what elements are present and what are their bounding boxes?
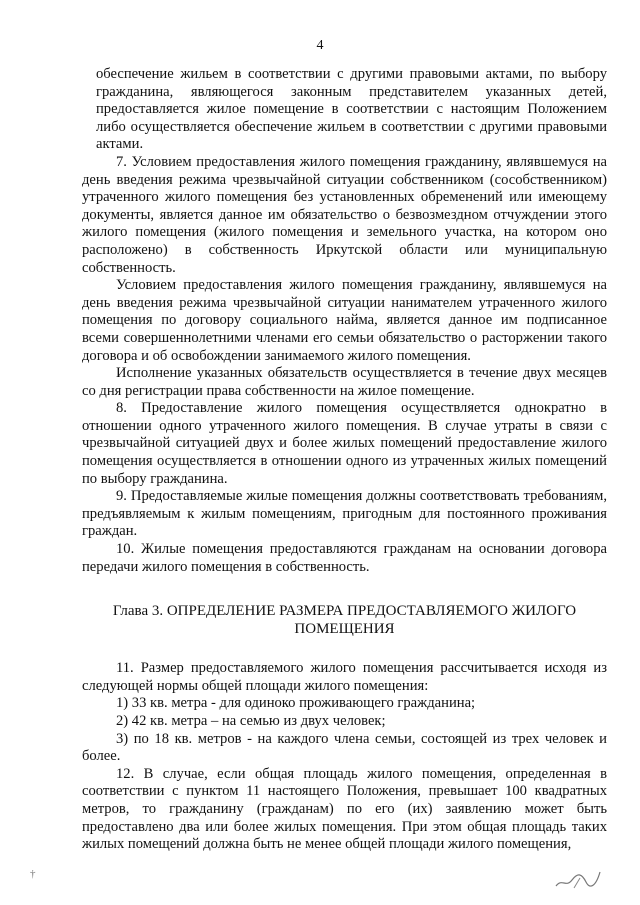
paragraph-11: 11. Размер предоставляемого жилого помещения рассчитывается исходя из следующей нормы общей площади жилого помещения: xyxy=(82,660,607,694)
paragraph-9: 9. Предоставляемые жилые помещения должны соответствовать требованиям, предъявляемым к жилым помещениям, пригодным для постоянного проживания граждан. xyxy=(82,488,607,540)
paragraph-12: 12. В случае, если общая площадь жилого помещения, определенная в соответствии с пунктом 11 настоящего Положения, превышает 100 квадратных метров, то гражданину (гражданам) по его (их) заявлению может быть предоставлено два или более жилых помещения. При этом общая площадь таких жилых помещений должна быть не менее общей площади жилого помещения, xyxy=(82,765,607,853)
handwritten-initials xyxy=(552,866,604,892)
chapter-title: Глава 3. ОПРЕДЕЛЕНИЕ РАЗМЕРА ПРЕДОСТАВЛЯЕМОГО ЖИЛОГО ПОМЕЩЕНИЯ xyxy=(112,603,577,638)
page-number: 4 xyxy=(316,38,324,53)
document-body xyxy=(82,66,607,854)
paragraph-7: 7. Условием предоставления жилого помещения гражданину, являвшемуся на день введения режима чрезвычайной ситуации собственником (сособственником) утраченного жилого помещения без установленных обременений или имеющему документы, является данное им обязательство о безвозмездном отчуждении этого жилого помещения (жилого помещения и земельного участка, на котором оно расположено) в собственность Иркутской области или муниципальную собственность. xyxy=(82,153,607,276)
list-item: 3) по 18 кв. метров - на каждого члена семьи, состоящей из трех человек и более. xyxy=(82,730,607,765)
paragraph-7-part-2: Условием предоставления жилого помещения гражданину, являвшемуся на день введения режима чрезвычайной ситуации нанимателем утраченного жилого помещения по договору социального найма, является данное им подписанное всеми совершеннолетними членами его семьи обязательство о расторжении такого договора и об освобождении занимаемого жилого помещения. xyxy=(82,277,607,364)
paragraph-7-part-3: Исполнение указанных обязательств осуществляется в течение двух месяцев со дня регистрации права собственности на жилое помещение. xyxy=(82,365,607,399)
paragraph-8: 8. Предоставление жилого помещения осуществляется однократно в отношении одного утраченного жилого помещения. В случае утраты в связи с чрезвычайной ситуацией двух и более жилых помещений предоставление жилого помещения осуществляется в отношении одного из утраченных жилых помещений по выбору гражданина. xyxy=(82,400,607,487)
paragraph-10: 10. Жилые помещения предоставляются гражданам на основании договора передачи жилого помещения в собственность. xyxy=(82,541,607,575)
list-item: 1) 33 кв. метра - для одиноко проживающего гражданина; xyxy=(116,695,476,712)
paragraph-continuation: обеспечение жильем в соответствии с другими правовыми актами, по выбору гражданина, являющегося законным представителем указанных детей, предоставляется жилое помещение в соответствии с настоящим Положением либо осуществляется обеспечение жильем в соответствии с другими правовыми актами. xyxy=(96,66,607,153)
list-item: 2) 42 кв. метра – на семью из двух человек; xyxy=(116,713,386,729)
scan-mark: † xyxy=(30,868,36,880)
